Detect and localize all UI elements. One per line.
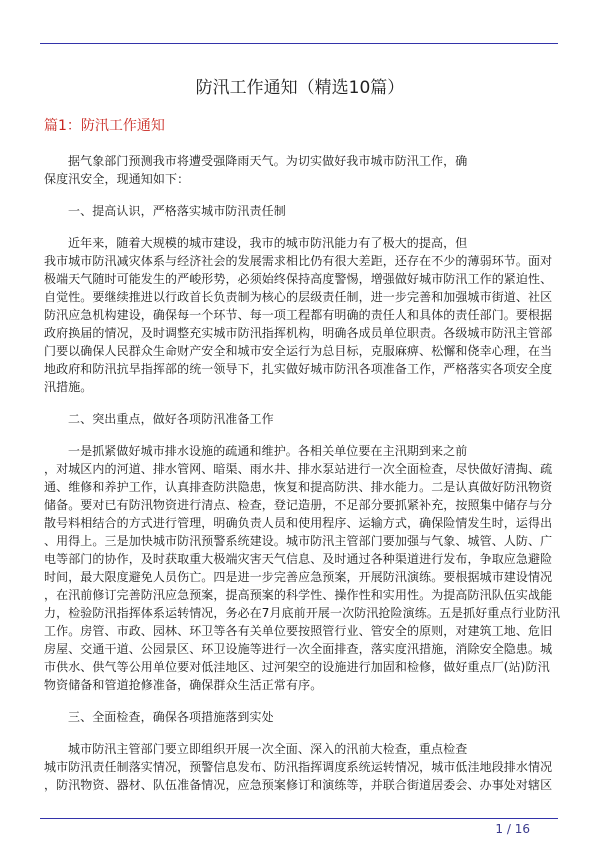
text-line: 极端天气随时可能发生的严峻形势，必须始终保持高度警惕，增强做好城市防汛工作的紧迫性、 bbox=[44, 272, 553, 286]
text-line: 通、维修和养护工作，认真排查防洪隐患，恢复和提高防洪、排水能力。二是认真做好防汛物资 bbox=[44, 480, 553, 494]
text-line: 保度汛安全，现通知如下： bbox=[44, 172, 190, 186]
document-body bbox=[44, 152, 558, 794]
text-line: 地政府和防汛抗旱指挥部的统一领导下，扎实做好城市防汛各项准备工作，严格落实各项安全度 bbox=[44, 362, 553, 376]
intro-paragraph bbox=[44, 152, 558, 188]
text-line: 、用得上。三是加快城市防汛预警系统建设。城市防汛主管部门要加强与气象、城管、人防、广 bbox=[44, 534, 553, 548]
text-line: 政府换届的情况，及时调整充实城市防汛指挥机构，明确各成员单位职责。各级城市防汛主管部 bbox=[44, 326, 553, 340]
page-number: 1 / 16 bbox=[495, 822, 530, 836]
text-line: 电等部门的协作，及时获取重大极端灾害天气信息、及时通过各种渠道进行发布，争取应急避险 bbox=[44, 552, 553, 566]
text-line: 市供水、供气等公用单位要对低洼地区、过河架空的设施进行加固和检修，做好重点厂(站)防汛 bbox=[44, 660, 550, 674]
text-line: 城市防汛责任制落实情况，预警信息发布、防汛指挥调度系统运转情况，城市低洼地段排水情况 bbox=[44, 760, 553, 774]
text-line: 一、提高认识，严格落实城市防汛责任制 bbox=[68, 204, 286, 218]
subheading-1 bbox=[44, 202, 558, 220]
text-line: 力，检验防汛指挥体系运转情况，务必在7月底前开展一次防汛抢险演练。五是抓好重点行业防汛 bbox=[44, 606, 560, 620]
text-line: 时间，最大限度避免人员伤亡。四是进一步完善应急预案，开展防汛演练。要根据城市建设情况 bbox=[44, 570, 553, 584]
text-line: ，防汛物资、器材、队伍准备情况，应急预案修订和演练等，并联合街道居委会、办事处对辖区 bbox=[44, 778, 553, 792]
text-line: ，在汛前修订完善防汛应急预案，提高预案的科学性、操作性和实用性。为提高防汛队伍实战能 bbox=[44, 588, 553, 602]
text-line: 门要以确保人民群众生命财产安全和城市安全运行为总目标，克服麻痹、松懈和侥幸心理，在当 bbox=[44, 344, 553, 358]
text-line: 城市防汛主管部门要立即组织开展一次全面、深入的汛前大检查，重点检查 bbox=[68, 742, 468, 756]
section-heading: 篇1：防汛工作通知 bbox=[44, 118, 165, 134]
text-line: 房屋、交通干道、公园景区、环卫设施等进行一次全面排查，落实度汛措施，消除安全隐患。城 bbox=[44, 642, 553, 656]
text-line: 自觉性。要继续推进以行政首长负责制为核心的层级责任制，进一步完善和加强城市街道、社区 bbox=[44, 290, 553, 304]
text-line: 储备。要对已有防汛物资进行清点、检查，登记造册，不足部分要抓紧补充，按照集中储存与分 bbox=[44, 498, 553, 512]
text-line: 二、突出重点，做好各项防汛准备工作 bbox=[68, 412, 274, 426]
subheading-3 bbox=[44, 708, 558, 726]
text-line: 我市城市防汛减灾体系与经济社会的发展需求相比仍有很大差距，还存在不少的薄弱环节。面对 bbox=[44, 254, 553, 268]
text-line: 物资储备和管道抢修准备，确保群众生活正常有序。 bbox=[44, 678, 323, 692]
header-rule bbox=[40, 43, 558, 44]
text-line: 据气象部门预测我市将遭受强降雨天气。为切实做好我市城市防汛工作，确 bbox=[68, 154, 468, 168]
paragraph-2 bbox=[44, 442, 558, 694]
text-line: 近年来，随着大规模的城市建设，我市的城市防汛能力有了极大的提高，但 bbox=[68, 236, 468, 250]
text-line: 一是抓紧做好城市排水设施的疏通和维护。各相关单位要在主汛期到来之前 bbox=[68, 444, 468, 458]
document-title: 防汛工作通知（精选10篇） bbox=[195, 78, 405, 98]
text-line: 汛措施。 bbox=[44, 380, 93, 394]
text-line: 散号料相结合的方式进行管理，明确负责人员和使用程序、运输方式，确保险情发生时，运得出 bbox=[44, 516, 553, 530]
subheading-2 bbox=[44, 410, 558, 428]
paragraph-1 bbox=[44, 234, 558, 396]
footer-rule bbox=[40, 818, 558, 819]
text-line: 工作。房管、市政、园林、环卫等各有关单位要按照管行业、管安全的原则，对建筑工地、危旧 bbox=[44, 624, 553, 638]
text-line: ，对城区内的河道、排水管网、暗渠、雨水井、排水泵站进行一次全面检查，尽快做好清掏、疏 bbox=[44, 462, 553, 476]
paragraph-3 bbox=[44, 740, 558, 794]
text-line: 防汛应急机构建设，确保每一个环节、每一项工程都有明确的责任人和具体的责任部门。要根据 bbox=[44, 308, 553, 322]
text-line: 三、全面检查，确保各项措施落到实处 bbox=[68, 710, 274, 724]
